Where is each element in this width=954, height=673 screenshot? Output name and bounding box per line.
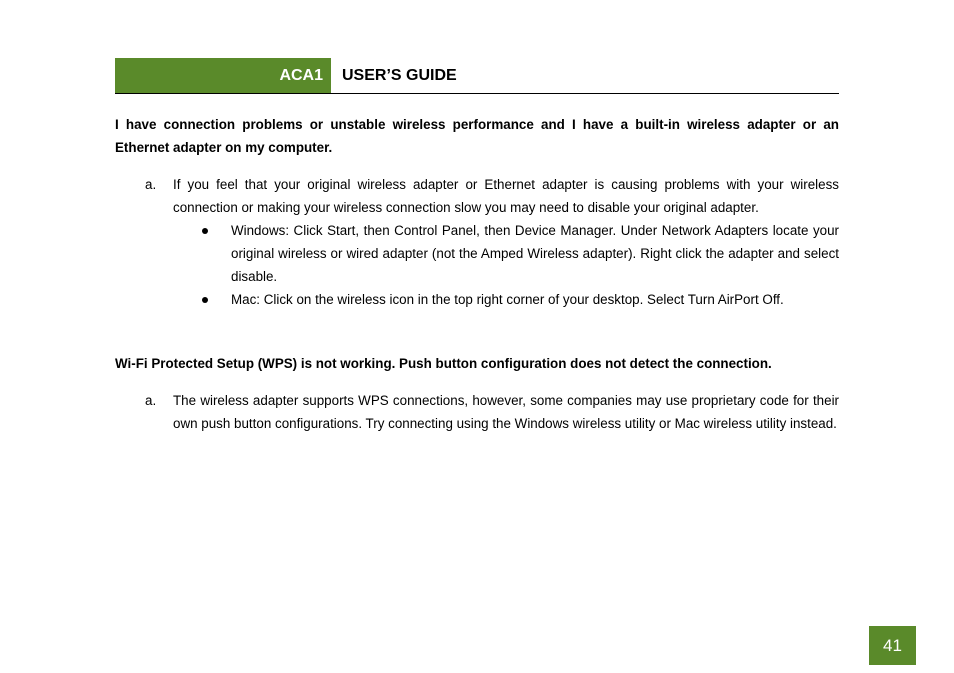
section-1-bullet-list xyxy=(173,219,839,311)
section-2-question: Wi-Fi Protected Setup (WPS) is not working. Push button configuration does not detect the connection. xyxy=(115,356,772,371)
header-divider xyxy=(115,93,839,94)
document-body xyxy=(115,113,839,435)
bullet-text-windows: Windows: Click Start, then Control Panel, then Device Manager. Under Network Adapters locate your original wireless or wired adapter (not the Amped Wireless adapter). Right click the adapter and select disable. xyxy=(231,223,839,284)
section-2-answer-marker: a. xyxy=(145,393,157,408)
bullet-dot-icon xyxy=(202,297,208,303)
bullet-item-windows xyxy=(173,219,839,288)
section-1-answer-text: If you feel that your original wireless adapter or Ethernet adapter is causing problems with your wireless connection or making your wireless connection slow you may need to disable your original adapter. xyxy=(173,177,839,215)
bullet-dot-icon xyxy=(202,228,208,234)
header-product-label: ACA1 xyxy=(279,67,323,84)
bullet-text-mac: Mac: Click on the wireless icon in the top right corner of your desktop. Select Turn AirPort Off. xyxy=(231,292,784,307)
section-2-answer-text: The wireless adapter supports WPS connections, however, some companies may use proprietary code for their own push button configurations. Try connecting using the Windows wireless utility or Mac wireless utility instead. xyxy=(173,393,839,431)
header-product-band xyxy=(115,58,331,93)
section-1-question: I have connection problems or unstable wireless performance and I have a built-in wireless adapter or an Ethernet adapter on my computer. xyxy=(115,117,839,155)
section-1-answer xyxy=(115,173,839,311)
header-guide-title: USER’S GUIDE xyxy=(342,67,457,84)
section-2-answer xyxy=(115,389,839,435)
section-1-answer-marker: a. xyxy=(145,177,157,192)
page-number-badge: 41 xyxy=(869,626,916,665)
bullet-item-mac xyxy=(173,288,839,311)
